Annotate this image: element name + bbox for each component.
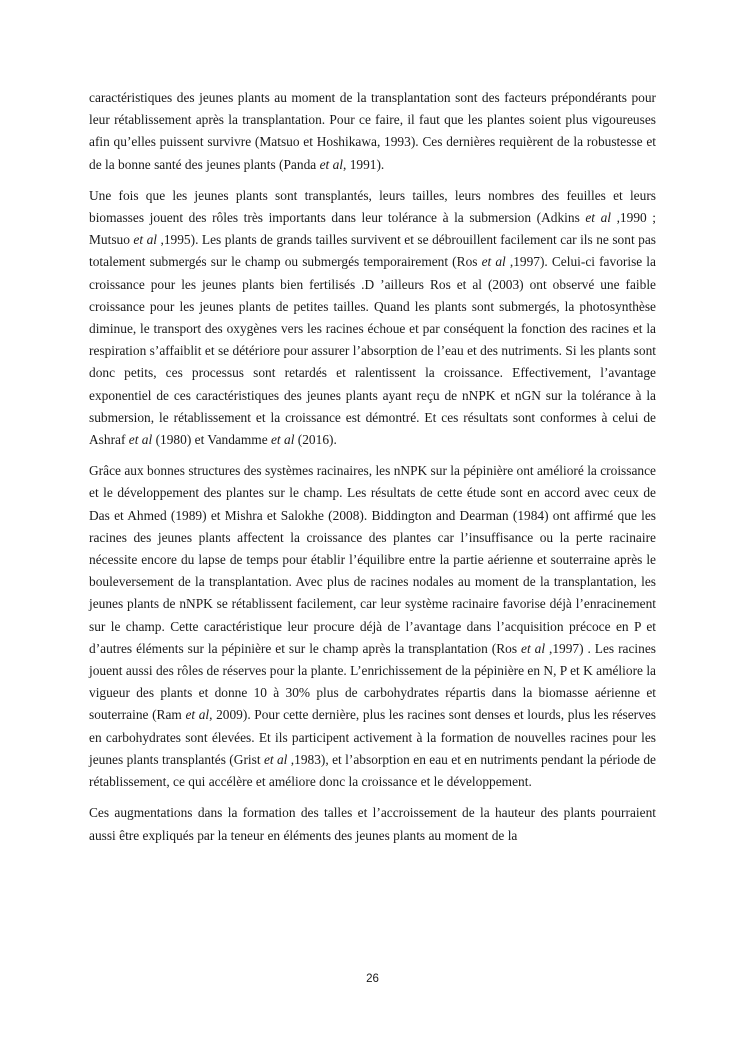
italic-citation: et al (185, 707, 210, 723)
text-run: ,1990 ; Mutsuo (89, 210, 657, 248)
italic-citation: et al (263, 751, 288, 767)
italic-citation: et al (133, 232, 157, 248)
italic-citation: et al (270, 432, 295, 448)
page-number: 26 (366, 973, 379, 985)
text-run: , 1991). (343, 156, 385, 172)
text-run: , 2009). Pour cette dernière, plus les racines sont denses et lourds, plus les réserves en carbohydrates sont élevées. Et ils participent activement à la formation de nouvelles racines pour les jeunes plants transplantés (Grist (89, 707, 656, 767)
italic-citation: et al (128, 432, 153, 448)
text-run: ,1983), et l’absorption en eau et en nutriments pendant la période de rétablissement, ce qui accélère et améliore donc la croissance et le développement. (89, 751, 656, 790)
text-run: (1980) et Vandamme (152, 432, 271, 448)
italic-citation: et al (319, 156, 343, 172)
document-body (89, 87, 656, 856)
italic-citation: et al (521, 640, 546, 656)
text-run: Ces augmentations dans la formation des talles et l’accroissement de la hauteur des plants pourraient aussi être expliqués par la teneur en éléments des jeunes plants au moment de la (89, 805, 656, 843)
paragraph (89, 460, 656, 793)
paragraph (89, 185, 656, 451)
paragraph (89, 87, 656, 176)
text-run: (2016). (294, 432, 337, 448)
text-run: ,1995). Les plants de grands tailles survivent et se débrouillent facilement car ils ne sont pas totalement submergés sur le champ ou submergés temporairement (Ros (89, 232, 657, 270)
text-run: Grâce aux bonnes structures des systèmes racinaires, les nNPK sur la pépinière ont amélioré la croissance et le développement des plantes sur le champ. Les résultats de cette étude sont en accord avec ceux de Das et Ahmed (1989) et Mishra et Salokhe (2008). Biddington and Dearman (1984) ont affirmé que les racines des jeunes plants affectent la croissance des plantes car l’insuffisance ou la perte racinaire nécessite encore du lapse de temps pour établir l’équilibre entre la partie aérienne et souterraine après le bouleversement de la transplantation. Avec plus de racines nodales au moment de la transplantation, les jeunes plants de nNPK se rétablissent facilement, car leur système racinaire favorise déjà l’enracinement sur le champ. Cette caractéristique leur procure déjà de l’avantage dans l’acquisition précoce en P et d’autres éléments sur la pépinière et sur le champ après la transplantation (Ros (89, 463, 656, 656)
text-run: ,1997). Celui-ci favorise la croissance pour les jeunes plants bien fertilisés .D ’ailleurs Ros et al (2003) ont observé une faible croissance pour les jeunes plants de petites tailles. Quand les plants sont submergés, la photosynthèse diminue, le transport des oxygènes vers les racines échoue et par conséquent la fonction des racines et la respiration s’affaiblit et se détériore pour assurer l’absorption de l’eau et des nutriments. Si les plants sont donc petits, ces processus sont retardés et ralentissent la croissance. Effectivement, l’avantage exponentiel de ces caractéristiques des jeunes plants ayant reçu de nNPK et nGN sur la tolérance à la submersion, le rétablissement et la croissance est démontré. Et ces résultats sont conformes à celui de Ashraf (89, 254, 656, 448)
text-run: Une fois que les jeunes plants sont transplantés, leurs tailles, leurs nombres des feuilles et leurs biomasses jouent des rôles très importants dans leur tolérance à la submersion (Adkins (89, 187, 656, 226)
text-run: ,1997) . Les racines jouent aussi des rôles de réserves pour la plante. L’enrichissement de la pépinière en N, P et K améliore la vigueur des plants et donne 10 à 30% plus de carbohydrates répartis dans la biomasse aérienne et souterraine (Ram (89, 640, 657, 723)
italic-citation: et al (481, 254, 506, 270)
text-run: caractéristiques des jeunes plants au moment de la transplantation sont des facteurs prépondérants pour leur rétablissement après la transplantation. Pour ce faire, il faut que les plantes soient plus vigoureuses afin qu’elles puissent survivre (Matsuo et Hoshikawa, 1993). Ces dernières requièrent de la robustesse et de la bonne santé des jeunes plants (Panda (89, 90, 656, 172)
paragraph (89, 802, 656, 846)
italic-citation: et al (585, 210, 612, 226)
